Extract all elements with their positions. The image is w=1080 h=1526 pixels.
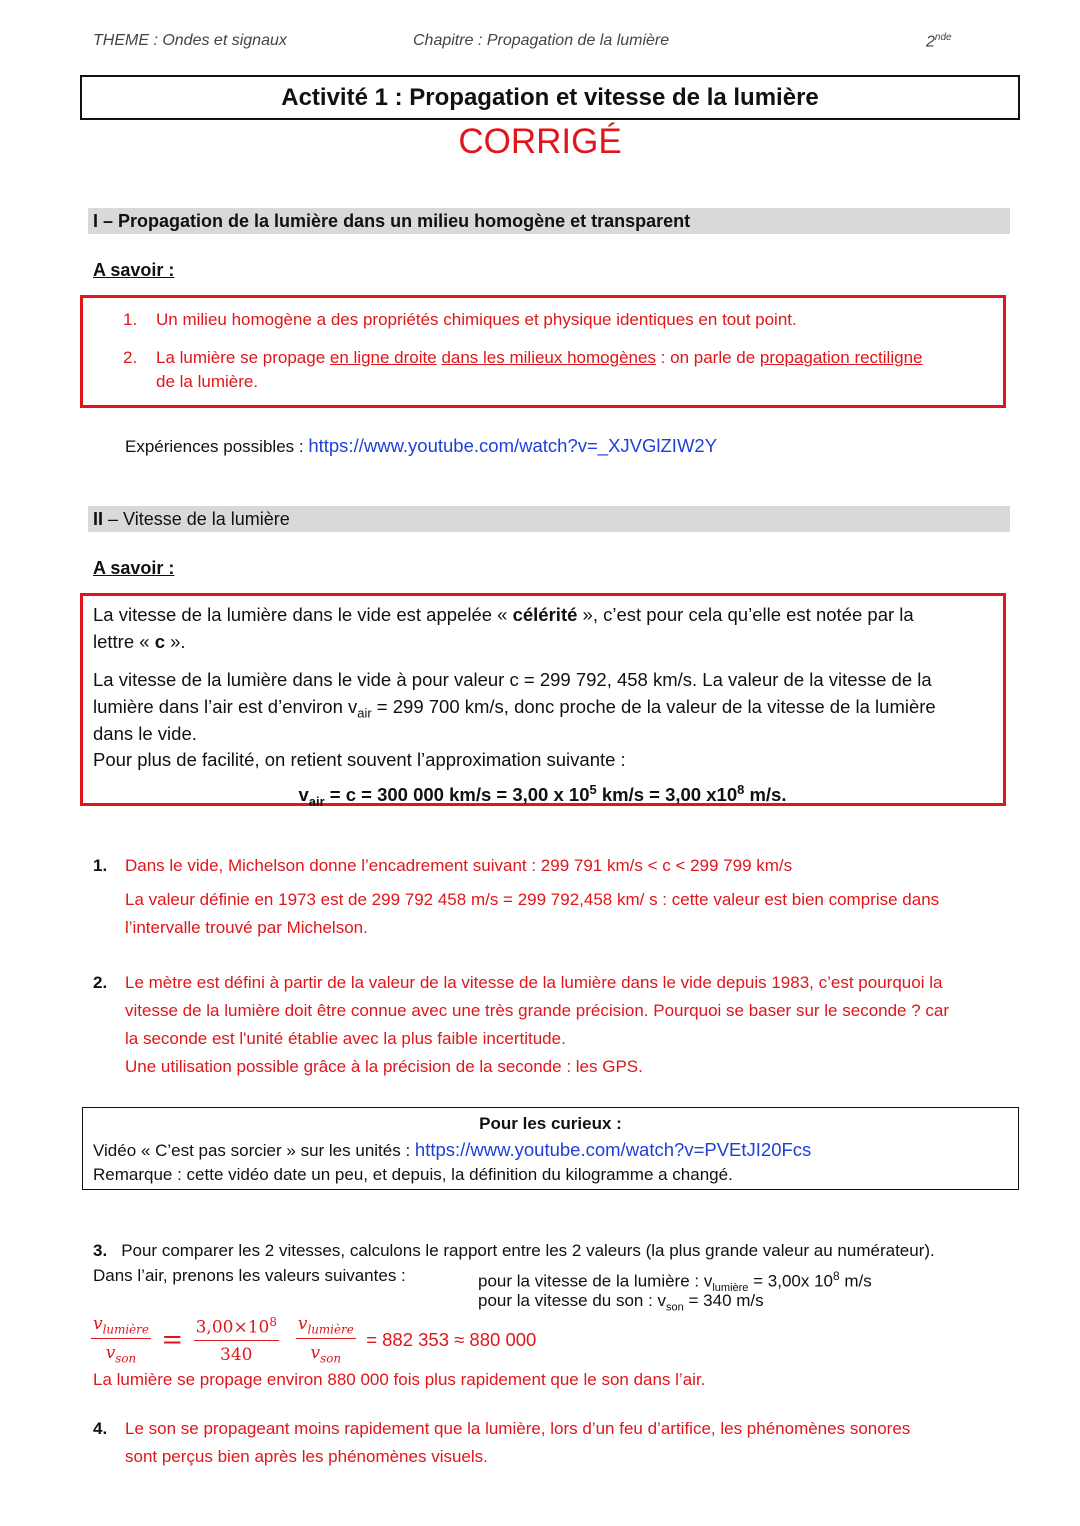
q3-f1-den-sub: son — [115, 1351, 137, 1366]
box-line-4-a: lumière dans l’air est d’environ v — [93, 696, 358, 717]
corrige-label: CORRIGÉ — [458, 122, 622, 161]
def-item-2-line-2: de la lumière. — [156, 372, 259, 391]
box-formula — [83, 776, 1002, 815]
section-1-heading: I – Propagation de la lumière dans un milieu homogène et transparent — [88, 208, 1010, 234]
answer-4-line-2: sont perçus bien après les phénomènes visuels. — [125, 1447, 488, 1466]
box-celerite: célérité — [512, 604, 578, 625]
box-line-2-a: lettre « — [93, 631, 155, 652]
answer-1-line-1: Dans le vide, Michelson donne l’encadrement suivant : 299 791 km/s < c < 299 799 km/s — [125, 856, 793, 875]
q3-conclusion: La lumière se propage environ 880 000 fois plus rapidement que le son dans l’air. — [93, 1370, 706, 1389]
q3-f3-den-sub: son — [320, 1351, 342, 1366]
section-1-definition-box — [80, 295, 1006, 408]
box-line-1-c: », c’est pour cela qu’elle est notée par la — [577, 604, 914, 625]
curieux-line-1 — [93, 1138, 811, 1163]
q3-fraction-3 — [296, 1314, 356, 1366]
box-line-4-sub: air — [357, 705, 372, 721]
q3-fraction-3-num — [296, 1314, 356, 1339]
def-item-2-text-a: La lumière se propage — [156, 348, 330, 367]
curieux-video-label: Vidéo « C’est pas sorcier » sur les unités : — [93, 1141, 415, 1160]
header-level-sup: nde — [934, 32, 952, 43]
header-chapter: Chapitre : Propagation de la lumière — [413, 32, 670, 49]
section-1-asavoir: A savoir : — [93, 260, 175, 280]
curieux-video-link[interactable]: https://www.youtube.com/watch?v=PVEtJI20Fcs — [414, 1139, 812, 1160]
q3-f3-den-v: v — [310, 1343, 321, 1364]
box-line-3: La vitesse de la lumière dans le vide à pour valeur c = 299 792, 458 km/s. La valeur de la vitesse de la — [93, 669, 932, 690]
def-item-1-num: 1. — [123, 310, 138, 329]
def-item-2-underline-2: dans les milieux homogènes — [441, 348, 656, 367]
q3-fraction-1-num — [91, 1314, 151, 1339]
header-theme: THEME : Ondes et signaux — [93, 32, 287, 49]
answer-4-num: 4. — [93, 1419, 108, 1438]
box-line-2 — [93, 628, 186, 655]
page-title: Activité 1 : Propagation et vitesse de la lumière — [80, 75, 1020, 120]
q3-num: 3. — [93, 1241, 108, 1260]
def-item-2-line-1 — [156, 346, 922, 370]
experiences-link[interactable]: https://www.youtube.com/watch?v=_XJVGlZIW2Y — [308, 435, 718, 456]
curieux-line-2: Remarque : cette vidéo date un peu, et depuis, la définition du kilogramme a changé. — [93, 1165, 733, 1184]
q3-fraction-2-den: 340 — [220, 1344, 253, 1365]
q3-line-1 — [93, 1239, 935, 1263]
answer-1-line-2: La valeur définie en 1973 est de 299 792 458 m/s = 299 792,458 km/ s : cette valeur est bien comprise dans — [125, 890, 940, 909]
answer-2-line-4: Une utilisation possible grâce à la précision de la seconde : les GPS. — [125, 1057, 643, 1076]
q3-result: = 882 353 ≈ 880 000 — [366, 1328, 537, 1350]
box-line-4 — [93, 693, 936, 727]
box-line-6: Pour plus de facilité, on retient souvent l’approximation suivante : — [93, 749, 626, 770]
q3-light-sub: lumière — [712, 1282, 749, 1295]
q3-f1-num-sub: lumière — [102, 1322, 149, 1337]
experiences-label: Expériences possibles : — [125, 437, 309, 456]
section-2-definition-box — [80, 593, 1006, 809]
q3-intro: Pour comparer les 2 vitesses, calculons le rapport entre les 2 valeurs (la plus grande valeur au numérateur). — [121, 1241, 935, 1260]
header-level-main: 2 — [926, 33, 935, 51]
def-item-2-text-c: : on parle de — [655, 348, 760, 367]
box-line-2-c: ». — [165, 631, 186, 652]
q3-f1-den-v: v — [105, 1343, 116, 1364]
q3-equation — [91, 1314, 536, 1366]
def-item-1-text: Un milieu homogène a des propriétés chimiques et physique identiques en tout point. — [156, 310, 797, 329]
answer-1-num: 1. — [93, 856, 108, 875]
curieux-box — [82, 1107, 1019, 1190]
q3-sound-a: pour la vitesse du son : v — [478, 1291, 667, 1310]
curieux-title: Pour les curieux : — [479, 1114, 622, 1133]
section-2-asavoir: A savoir : — [93, 558, 175, 578]
q3-sound-sub: son — [666, 1301, 684, 1314]
q3-fraction-2 — [194, 1315, 279, 1365]
box-formula-sup-2: 8 — [737, 782, 745, 797]
box-line-1 — [93, 601, 914, 628]
q3-light-b: = 3,00x 10 — [748, 1271, 834, 1291]
box-line-4-b: = 299 700 km/s, donc proche de la valeur de la vitesse de la lumière — [371, 696, 936, 717]
answer-1-line-3: l’intervalle trouvé par Michelson. — [125, 918, 368, 937]
q3-fraction-2-num — [194, 1315, 279, 1341]
def-item-2-underline-3: propagation rectiligne — [759, 348, 923, 367]
q3-light-a: pour la vitesse de la lumière : v — [478, 1271, 713, 1291]
box-formula-sub: air — [308, 793, 325, 809]
box-formula-c: m/s. — [744, 784, 787, 806]
def-item-2-num: 2. — [123, 348, 138, 367]
box-formula-v: v — [298, 784, 309, 806]
header-level — [926, 32, 952, 51]
answer-4-line-1: Le son se propageant moins rapidement que la lumière, lors d’un feu d’artifice, les phénomènes sonores — [125, 1419, 911, 1438]
q3-fraction-1 — [91, 1314, 151, 1366]
box-line-1-a: La vitesse de la lumière dans le vide est appelée « — [93, 604, 513, 625]
section-2-heading-text: – Vitesse de la lumière — [103, 509, 290, 529]
answer-2-line-1: Le mètre est défini à partir de la valeur de la vitesse de la lumière dans le vide depuis 1983, c’est pourquoi la — [125, 973, 943, 992]
section-2-heading — [88, 506, 1010, 532]
q3-fraction-3-den — [296, 1339, 356, 1365]
q3-f2-num-sup: 8 — [269, 1315, 277, 1330]
box-formula-a: = c = 300 000 km/s = 3,00 x 10 — [324, 784, 590, 806]
answer-2-line-3: la seconde est l'unité établie avec la plus faible incertitude. — [125, 1029, 566, 1048]
experiences-line — [125, 434, 717, 459]
section-2-heading-num: II — [93, 509, 104, 529]
answer-2-num: 2. — [93, 973, 108, 992]
q3-f3-num-v: v — [297, 1314, 308, 1334]
q3-light-c: m/s — [839, 1271, 872, 1291]
def-item-2-underline-1: en ligne droite — [329, 348, 437, 367]
answer-2-line-2: vitesse de la lumière doit être connue avec une très grande précision. Pourquoi se baser sur le seconde ? car — [125, 1001, 950, 1020]
q3-f1-num-v: v — [93, 1314, 103, 1334]
q3-fraction-1-den — [91, 1339, 151, 1365]
q3-f3-num-sub: lumière — [307, 1322, 354, 1337]
q3-sound-b: = 340 m/s — [683, 1291, 764, 1310]
box-formula-sup-1: 5 — [589, 782, 597, 797]
q3-equals: = — [161, 1324, 184, 1355]
q3-line-2: Dans l’air, prenons les valeurs suivantes : — [93, 1266, 406, 1285]
box-line-5: dans le vide. — [93, 723, 197, 744]
q3-f2-num: 3,00×10 — [195, 1317, 270, 1338]
box-formula-b: km/s = 3,00 x10 — [596, 784, 738, 806]
q3-light-sup: 8 — [833, 1269, 840, 1283]
box-letter-c: c — [154, 631, 165, 652]
